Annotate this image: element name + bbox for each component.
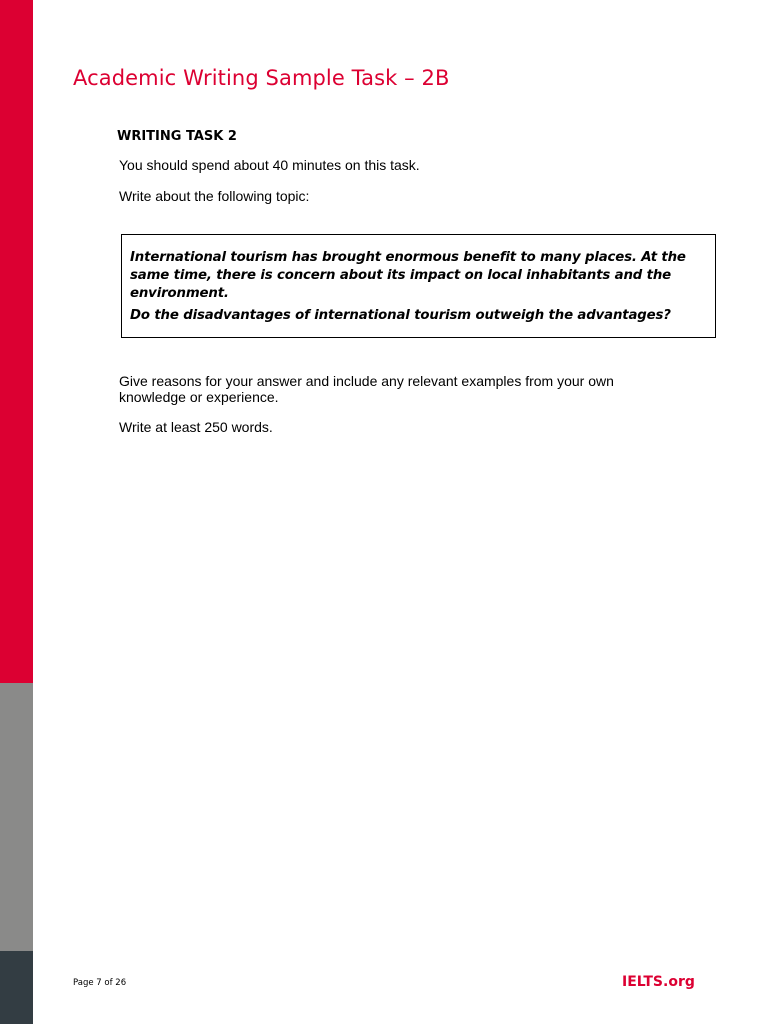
page-title: Academic Writing Sample Task – 2B bbox=[73, 66, 450, 90]
sidebar-dark-band bbox=[0, 951, 33, 1024]
sidebar-grey-band bbox=[0, 683, 33, 951]
topic-intro: Write about the following topic: bbox=[119, 188, 310, 204]
topic-statement: International tourism has brought enormous benefit to many places. At the same time, there is concern about its impact on local inhabitants and the environment. bbox=[130, 250, 686, 301]
page-number: Page 7 of 26 bbox=[73, 978, 127, 988]
time-instruction: You should spend about 40 minutes on this task. bbox=[119, 157, 420, 173]
brand-link[interactable]: IELTS.org bbox=[622, 974, 695, 990]
task-heading: WRITING TASK 2 bbox=[117, 129, 237, 144]
word-count-instruction: Write at least 250 words. bbox=[119, 419, 273, 435]
topic-box bbox=[121, 234, 716, 338]
sidebar-red-band bbox=[0, 0, 33, 683]
topic-question: Do the disadvantages of international tourism outweigh the advantages? bbox=[130, 308, 671, 323]
reasons-instruction: Give reasons for your answer and include any relevant examples from your own knowledge or experience. bbox=[119, 373, 614, 405]
